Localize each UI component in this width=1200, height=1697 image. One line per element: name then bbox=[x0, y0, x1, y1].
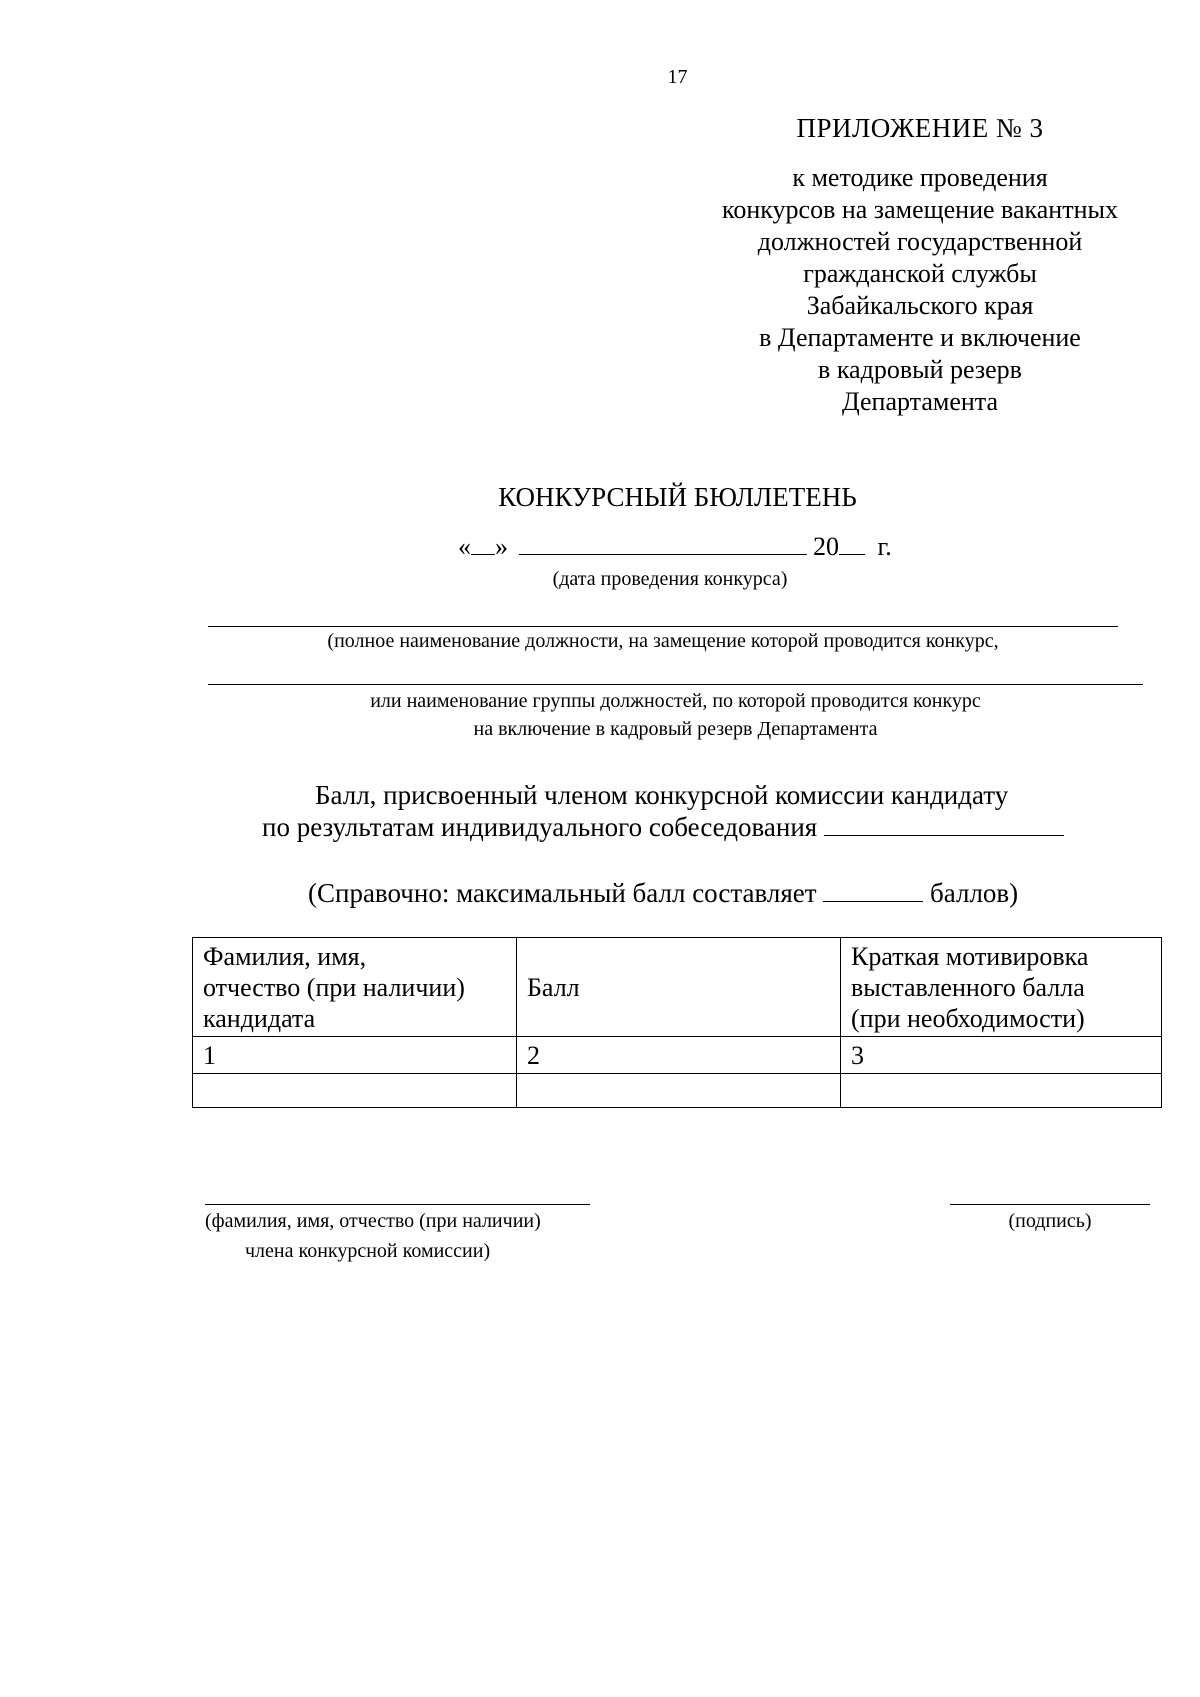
appendix-line: в Департаменте и включение bbox=[759, 323, 1081, 352]
appendix-line: должностей государственной bbox=[757, 227, 1083, 256]
header-candidate-name bbox=[193, 938, 517, 1037]
header-text: Фамилия, имя, bbox=[203, 942, 367, 971]
header-text: кандидата bbox=[203, 1004, 316, 1033]
table-cell-score[interactable] bbox=[517, 1074, 841, 1108]
header-motivation bbox=[841, 938, 1162, 1037]
score-line-1: Балл, присвоенный членом конкурсной комиссии кандидату bbox=[315, 780, 1009, 810]
appendix-line: в кадровый резерв bbox=[818, 355, 1022, 384]
name-caption-2: члена конкурсной комиссии) bbox=[245, 1240, 491, 1262]
signature-line bbox=[950, 1204, 1150, 1205]
score-line-2-text: по результатам индивидуального собеседования bbox=[262, 812, 818, 842]
appendix-line: Департамента bbox=[841, 387, 999, 416]
header-score bbox=[517, 938, 841, 1037]
appendix-title: ПРИЛОЖЕНИЕ № 3 bbox=[796, 113, 1044, 143]
score-table bbox=[192, 937, 1162, 1108]
month-blank bbox=[519, 532, 807, 555]
date-open-quote: « bbox=[458, 532, 471, 561]
max-score-suffix: баллов) bbox=[930, 878, 1019, 908]
appendix-line: к методике проведения bbox=[792, 163, 1048, 192]
position-caption-3: на включение в кадровый резерв Департамента bbox=[473, 718, 878, 740]
day-blank bbox=[471, 532, 495, 555]
table-cell-motivation[interactable] bbox=[841, 1074, 1162, 1108]
appendix-description bbox=[670, 162, 1170, 418]
header-text: выставленного балла bbox=[851, 973, 1085, 1002]
position-caption-1: (полное наименование должности, на замещение которой проводится конкурс, bbox=[327, 630, 999, 652]
header-text: отчество (при наличии) bbox=[203, 973, 465, 1002]
appendix-line: Забайкальского края bbox=[806, 291, 1034, 320]
position-caption-2: или наименование группы должностей, по которой проводится конкурс bbox=[370, 690, 981, 712]
header-text: (при необходимости) bbox=[851, 1004, 1085, 1033]
date-line bbox=[458, 532, 892, 562]
year-blank bbox=[839, 532, 865, 555]
year-suffix: г. bbox=[877, 532, 892, 561]
header-text: Балл bbox=[527, 973, 580, 1002]
max-score-note bbox=[308, 878, 1018, 909]
max-score-prefix: (Справочно: максимальный балл составляет bbox=[308, 878, 817, 908]
position-blank-line-1 bbox=[208, 626, 1118, 627]
column-number: 3 bbox=[841, 1037, 1162, 1074]
table-row bbox=[193, 1074, 1162, 1108]
column-number: 2 bbox=[517, 1037, 841, 1074]
header-text: Краткая мотивировка bbox=[851, 942, 1089, 971]
table-cell-name[interactable] bbox=[193, 1074, 517, 1108]
appendix-line: гражданской службы bbox=[803, 259, 1037, 288]
date-close-quote: » bbox=[495, 532, 508, 561]
position-blank-line-2 bbox=[208, 684, 1143, 685]
signature-caption: (подпись) bbox=[1008, 1210, 1092, 1232]
table-number-row bbox=[193, 1037, 1162, 1074]
appendix-line: конкурсов на замещение вакантных bbox=[722, 195, 1118, 224]
year-prefix: 20 bbox=[813, 532, 839, 561]
table-header-row bbox=[193, 938, 1162, 1037]
page-number: 17 bbox=[667, 66, 688, 88]
name-signature-line bbox=[205, 1204, 590, 1205]
max-score-blank bbox=[823, 879, 923, 902]
name-caption-1: (фамилия, имя, отчество (при наличии) bbox=[205, 1210, 541, 1232]
bulletin-title: КОНКУРСНЫЙ БЮЛЛЕТЕНЬ bbox=[498, 482, 857, 512]
column-number: 1 bbox=[193, 1037, 517, 1074]
date-caption: (дата проведения конкурса) bbox=[552, 568, 788, 590]
score-line-2 bbox=[262, 812, 1064, 843]
score-blank bbox=[824, 813, 1064, 836]
